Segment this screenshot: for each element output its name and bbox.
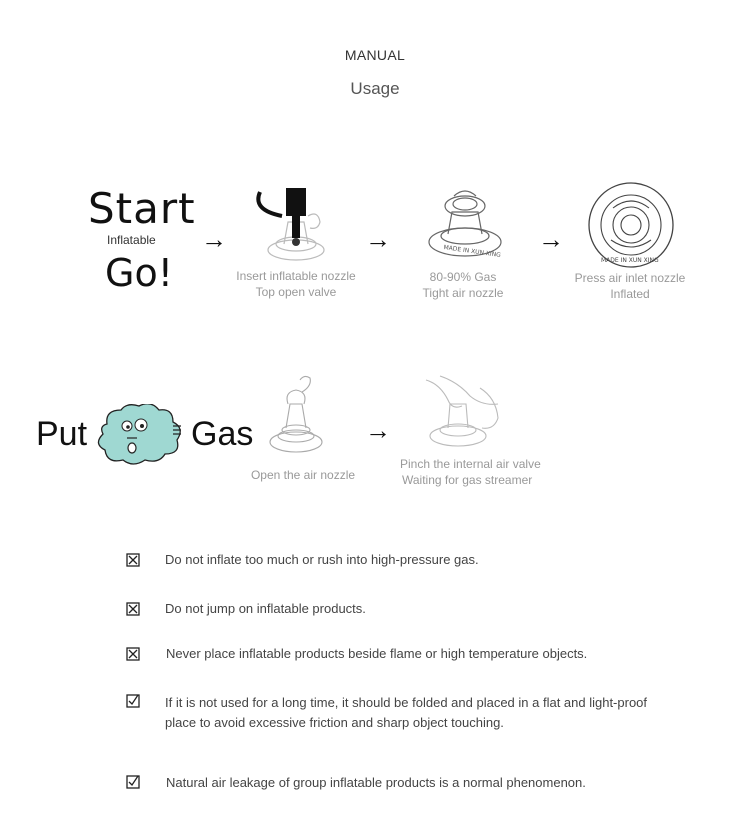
note-text: If it is not used for a long time, it should be folded and placed in a flat and light-proof place to avoid excessive friction and sharp object touching. [165,695,648,730]
go-word: Go! [105,251,173,295]
step1-caption-line1: Insert inflatable nozzle [236,269,356,283]
note-text: Do not jump on inflatable products. [165,601,366,616]
usage-subtitle: Usage [350,79,400,98]
arrow-icon: → [365,224,391,254]
step5-caption-line1: Pinch the internal air valve [400,457,541,471]
arrow-icon: → [538,224,564,254]
step3-caption-line1: Press air inlet nozzle [574,271,686,285]
start-word: Start [88,184,196,233]
arrow-icon: → [365,415,391,445]
step2-caption [396,269,530,301]
nozzle-top-view-illustration [585,182,677,268]
step1-caption-line2: Top open valve [255,285,337,299]
note-text: Natural air leakage of group inflatable products is a normal phenomenon. [166,775,586,790]
step5-caption [392,456,550,488]
cross-box-icon [126,647,140,661]
step4-caption [240,467,366,483]
step4-caption-line1: Open the air nozzle [250,468,356,482]
manual-title: MANUAL [344,47,406,63]
step1-caption [226,268,366,300]
open-nozzle-illustration [266,372,328,458]
check-box-icon [126,775,140,789]
put-word: Put [36,415,88,453]
step2-caption-line2: Tight air nozzle [422,286,504,300]
inflatable-word: Inflatable [107,233,156,247]
step3-caption-line2: Inflated [610,287,650,301]
note-text: Do not inflate too much or rush into high-pressure gas. [165,552,479,567]
gas-cloud-icon [93,404,187,466]
pinch-valve-illustration [420,374,506,454]
nozzle-ring-text: MADE IN XUN XING [601,257,659,264]
arrow-icon: → [201,224,227,254]
gas-word: Gas [191,415,254,453]
step2-caption-line1: 80-90% Gas [429,270,497,284]
note-text: Never place inflatable products beside flame or high temperature objects. [166,646,588,661]
cross-box-icon [126,602,140,616]
cross-box-icon [126,553,140,567]
capped-nozzle-illustration [424,186,506,266]
insert-nozzle-illustration [252,186,342,266]
check-box-icon [126,694,140,708]
step5-caption-line2: Waiting for gas streamer [402,473,533,487]
nozzle-ring-text: MADE IN XUN XING [443,244,502,260]
step3-caption [560,270,700,302]
